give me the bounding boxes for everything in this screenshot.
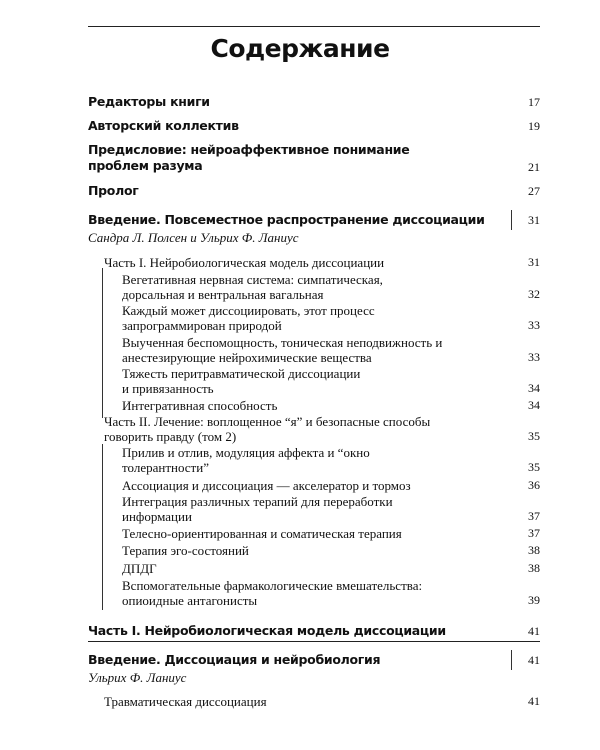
toc-entry-title: Авторский коллектив [88, 118, 239, 133]
toc-author: Сандра Л. Полсен и Ульрих Ф. Ланиус [88, 230, 299, 245]
toc-entry-title: Введение. Повсеместное распространение диссоциации [88, 212, 485, 227]
toc-entry-page: 34 [528, 398, 540, 412]
page-title: Содержание [210, 34, 390, 63]
toc-entry-title: Часть I. Нейробиологическая модель диссоциации [88, 623, 446, 638]
toc-entry-page: 35 [528, 429, 540, 443]
toc-entry-page: 31 [528, 255, 540, 269]
toc-entry-title: Часть I. Нейробиологическая модель диссоциации [104, 255, 385, 270]
toc-entry-title: ДПДГ [122, 561, 157, 576]
toc-entry-title: Телесно-ориентированная и соматическая терапия [122, 526, 402, 541]
toc-entry-page: 38 [528, 543, 540, 557]
page-divider [511, 650, 512, 670]
toc-entry-title: Прилив и отлив, модуляция аффекта и “окно толерантности” [122, 445, 370, 475]
level-bracket [102, 444, 103, 610]
section-underline [88, 641, 540, 642]
toc-entry-page: 31 [528, 213, 540, 227]
toc-entry-page: 37 [528, 526, 540, 540]
toc-entry-title: Каждый может диссоциировать, этот процесс запрограммирован природой [122, 303, 375, 333]
toc-entry-title: Интегративная способность [122, 398, 278, 413]
toc-entry-title: Пролог [88, 183, 139, 198]
page-divider [511, 210, 512, 230]
toc-entry-page: 41 [528, 694, 540, 708]
toc-entry-title: Травматическая диссоциация [104, 694, 267, 709]
toc-entry-title: Введение. Диссоциация и нейробиология [88, 652, 381, 667]
toc-entry-title: Тяжесть перитравматической диссоциации и привязанность [122, 366, 361, 396]
toc-entry-page: 34 [528, 381, 540, 395]
toc-entry-title: Часть II. Лечение: воплощенное “я” и безопасные способы говорить правду (том 2) [104, 414, 431, 444]
toc-entry-title: Интеграция различных терапий для переработки информации [122, 494, 393, 524]
level-bracket [102, 268, 103, 418]
toc-entry-title: Предисловие: нейроаффективное понимание проблем разума [88, 142, 410, 173]
toc-entry-title: Вспомогательные фармакологические вмешательства: опиоидные антагонисты [122, 578, 423, 608]
toc-entry-page: 38 [528, 561, 540, 575]
toc-entry-title: Редакторы книги [88, 94, 210, 109]
toc-entry-title: Вегетативная нервная система: симпатическая, дорсальная и вентральная вагальная [122, 272, 383, 302]
toc-entry-page: 37 [528, 509, 540, 523]
toc-entry-page: 35 [528, 460, 540, 474]
toc-entry-page: 32 [528, 287, 540, 301]
toc-entry-page: 36 [528, 478, 540, 492]
toc-entry-page: 27 [528, 184, 540, 198]
toc-entry-page: 33 [528, 350, 540, 364]
toc-entry-title: Ассоциация и диссоциация — акселератор и тормоз [122, 478, 411, 493]
toc-entry-page: 39 [528, 593, 540, 607]
toc-entry-title: Терапия эго-состояний [122, 543, 249, 558]
toc-entry-title: Выученная беспомощность, тоническая неподвижность и анестезирующие нейрохимические вещества [122, 335, 443, 365]
toc-entry-page: 21 [528, 160, 540, 174]
toc-entry-page: 33 [528, 318, 540, 332]
toc-entry-page: 19 [528, 119, 540, 133]
toc-entry-page: 17 [528, 95, 540, 109]
toc-author: Ульрих Ф. Ланиус [88, 670, 187, 685]
toc-entry-page: 41 [528, 624, 540, 638]
toc-entry-page: 41 [528, 653, 540, 667]
